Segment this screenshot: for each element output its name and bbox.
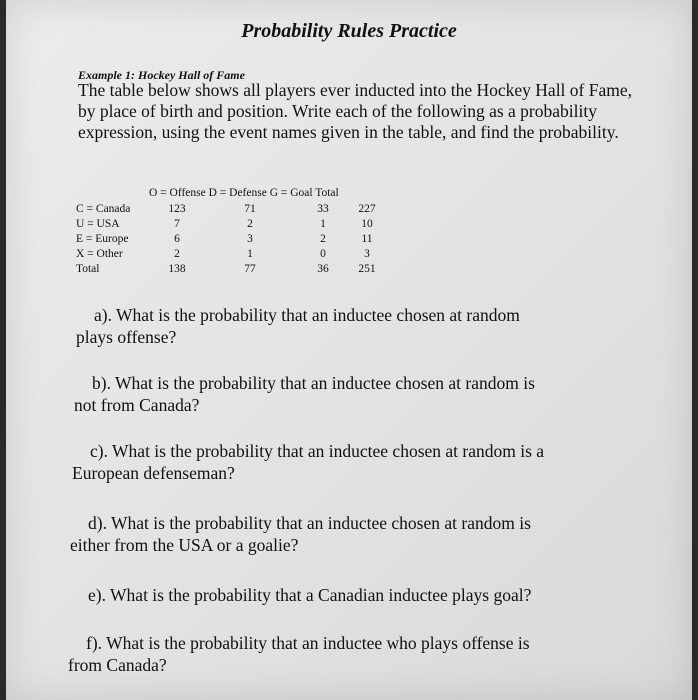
cell-offense: 7 bbox=[174, 218, 180, 230]
question-e bbox=[88, 584, 648, 606]
cell-defense: 71 bbox=[244, 203, 256, 215]
cell-offense: 138 bbox=[168, 263, 186, 275]
question-c bbox=[72, 440, 650, 484]
cell-offense: 123 bbox=[168, 203, 186, 215]
question-c-line1: c). What is the probability that an inductee chosen at random is a bbox=[90, 441, 545, 461]
page-title: Probability Rules Practice bbox=[241, 20, 457, 42]
question-d bbox=[70, 512, 648, 556]
cell-defense: 2 bbox=[247, 218, 253, 230]
cell-total: 10 bbox=[361, 218, 373, 230]
cell-defense: 1 bbox=[247, 248, 253, 260]
cell-total: 3 bbox=[364, 248, 370, 260]
question-a bbox=[76, 304, 654, 348]
question-d-line2: either from the USA or a goalie? bbox=[70, 535, 299, 555]
cell-total: 11 bbox=[361, 233, 373, 245]
row-label: C = Canada bbox=[76, 203, 131, 215]
row-label: E = Europe bbox=[76, 233, 129, 245]
question-b-line1: b). What is the probability that an inductee chosen at random is bbox=[92, 373, 535, 393]
hall-of-fame-table bbox=[76, 186, 382, 277]
intro-paragraph: The table below shows all players ever inducted into the Hockey Hall of Fame, by place of birth and position. Write each of the following as a probability expression, using the event names given in the table, and find the probability. bbox=[78, 80, 633, 142]
cell-goal: 0 bbox=[320, 248, 326, 260]
cell-defense: 3 bbox=[247, 233, 253, 245]
question-f-line2: from Canada? bbox=[68, 655, 167, 675]
table-row bbox=[76, 262, 382, 277]
worksheet-page bbox=[6, 0, 692, 700]
question-e-line1: e). What is the probability that a Canadian inductee plays goal? bbox=[88, 585, 532, 605]
row-label: Total bbox=[76, 263, 100, 275]
question-f-line1: f). What is the probability that an inductee who plays offense is bbox=[86, 633, 530, 653]
table-row bbox=[76, 232, 382, 247]
cell-offense: 6 bbox=[174, 233, 180, 245]
cell-defense: 77 bbox=[244, 263, 256, 275]
row-label: X = Other bbox=[76, 248, 123, 260]
table-row bbox=[76, 217, 382, 232]
cell-goal: 2 bbox=[320, 233, 326, 245]
table-header: O = Offense D = Defense G = Goal Total bbox=[149, 187, 339, 199]
question-b bbox=[74, 372, 652, 416]
cell-total: 251 bbox=[358, 263, 376, 275]
cell-goal: 33 bbox=[317, 203, 329, 215]
question-a-line1: a). What is the probability that an inductee chosen at random bbox=[94, 305, 520, 325]
table-row bbox=[76, 247, 382, 262]
table-row bbox=[76, 202, 382, 217]
row-label: U = USA bbox=[76, 218, 120, 230]
cell-goal: 36 bbox=[317, 263, 329, 275]
cell-goal: 1 bbox=[320, 218, 326, 230]
cell-offense: 2 bbox=[174, 248, 180, 260]
question-b-line2: not from Canada? bbox=[74, 395, 200, 415]
example-label: Example 1: Hockey Hall of Fame bbox=[78, 68, 245, 82]
question-c-line2: European defenseman? bbox=[72, 463, 235, 483]
question-a-line2: plays offense? bbox=[76, 327, 177, 347]
question-f bbox=[68, 632, 646, 676]
question-d-line1: d). What is the probability that an inductee chosen at random is bbox=[88, 513, 531, 533]
cell-total: 227 bbox=[358, 203, 376, 215]
